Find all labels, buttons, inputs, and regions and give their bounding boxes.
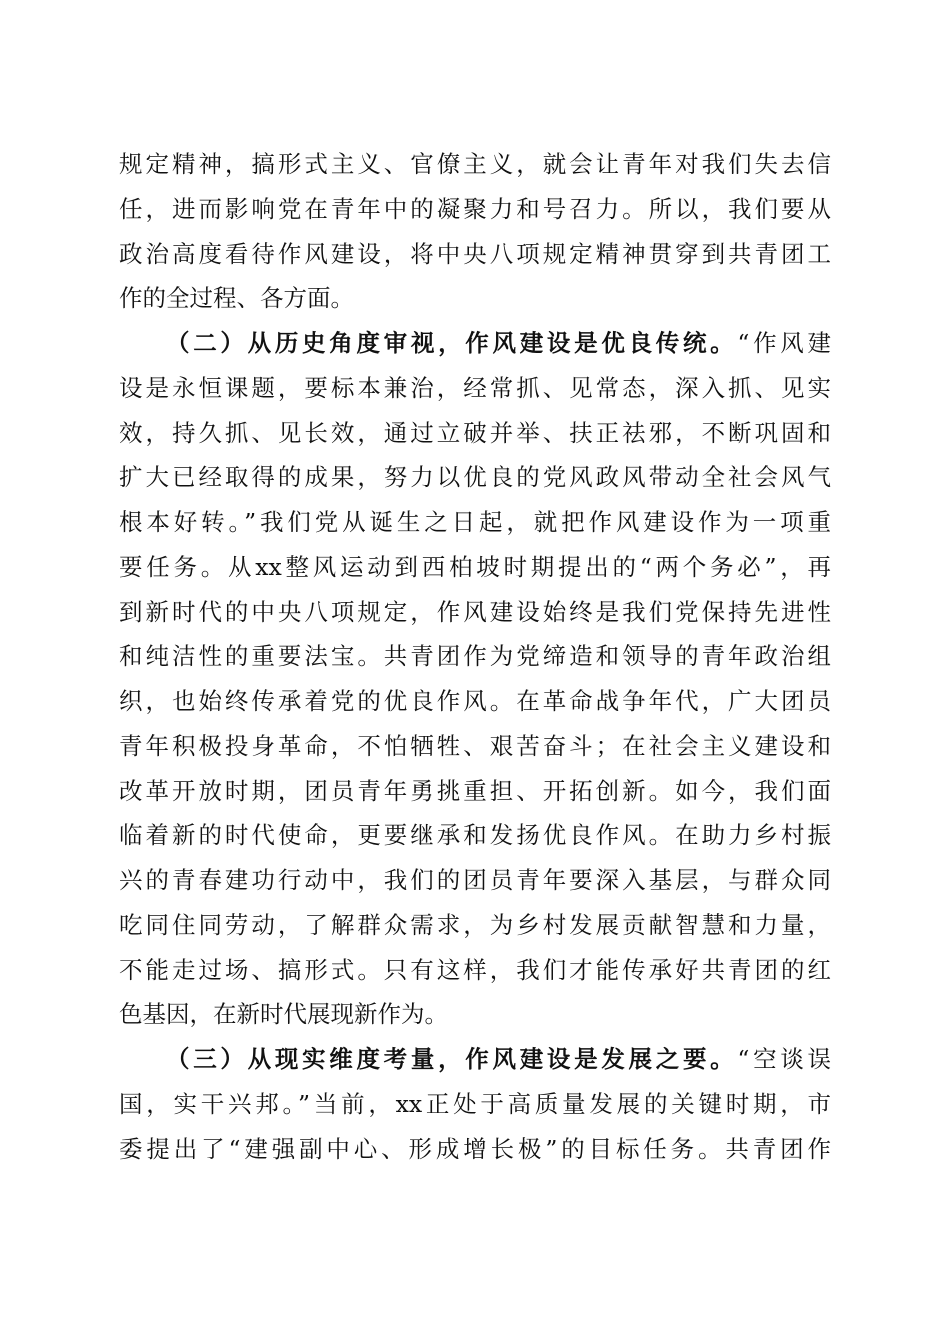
section-heading-3: （三）从现实维度考量，作风建设是发展之要。	[166, 1045, 738, 1073]
line-text: 临着新的时代使命，更要继承和发扬优良作风。在助力乡村振	[119, 821, 831, 850]
text-line	[119, 1127, 831, 1172]
line-text: 要任务。从xx整风运动到西柏坡时期提出的“两个务必”，再	[119, 552, 831, 581]
text-line	[119, 992, 831, 1037]
line-text: 设是永恒课题，要标本兼治，经常抓、见常态，深入抓、见实	[119, 373, 831, 402]
line-text: 到新时代的中央八项规定，作风建设始终是我们党保持先进性	[119, 597, 831, 626]
line-text: 吃同住同劳动，了解群众需求，为乡村发展贡献智慧和力量，	[119, 910, 831, 939]
text-line	[119, 590, 831, 635]
line-text: 和纯洁性的重要法宝。共青团作为党缔造和领导的青年政治组	[119, 642, 831, 671]
line-text: 根本好转。”我们党从诞生之日起，就把作风建设作为一项重	[119, 508, 831, 536]
section-heading-line	[119, 321, 831, 366]
text-line	[119, 232, 831, 277]
text-line	[119, 142, 831, 187]
line-text: 改革开放时期，团员青年勇挑重担、开拓创新。如今，我们面	[119, 776, 831, 805]
line-text: 任，进而影响党在青年中的凝聚力和号召力。所以，我们要从	[119, 194, 831, 223]
line-text: 作的全过程、各方面。	[119, 284, 354, 313]
text-line	[119, 455, 831, 500]
line-text: “空谈误	[737, 1045, 832, 1073]
line-text: “作风建	[737, 329, 832, 357]
text-line	[119, 903, 831, 948]
text-line	[119, 679, 831, 724]
line-text: 不能走过场、搞形式。只有这样，我们才能传承好共青团的红	[119, 955, 831, 984]
text-line	[119, 500, 831, 545]
text-line	[119, 634, 831, 679]
section-heading-line	[119, 1037, 831, 1082]
text-line	[119, 948, 831, 993]
line-text: 扩大已经取得的成果，努力以优良的党风政风带动全社会风气	[119, 463, 831, 492]
line-text: 政治高度看待作风建设，将中央八项规定精神贯穿到共青团工	[119, 239, 831, 268]
line-text: 织，也始终传承着党的优良作风。在革命战争年代，广大团员	[119, 687, 831, 715]
line-text: 色基因，在新时代展现新作为。	[119, 1000, 448, 1029]
line-text: 效，持久抓、见长效，通过立破并举、扶正祛邪，不断巩固和	[119, 418, 831, 447]
text-line	[119, 366, 831, 411]
text-line	[119, 769, 831, 814]
text-line	[119, 813, 831, 858]
document-body	[119, 142, 831, 1171]
line-text: 兴的青春建功行动中，我们的团员青年要深入基层，与群众同	[119, 866, 831, 894]
line-text: 规定精神，搞形式主义、官僚主义，就会让青年对我们失去信	[119, 150, 831, 178]
section-heading-2: （二）从历史角度审视，作风建设是优良传统。	[166, 329, 738, 357]
line-text: 国，实干兴邦。”当前，xx正处于高质量发展的关键时期，市	[119, 1089, 831, 1118]
text-line	[119, 545, 831, 590]
text-line	[119, 858, 831, 903]
text-line	[119, 187, 831, 232]
text-line	[119, 724, 831, 769]
line-text: 委提出了“建强副中心、形成增长极”的目标任务。共青团作	[119, 1134, 831, 1163]
text-line	[119, 276, 831, 321]
text-line	[119, 1082, 831, 1127]
text-line	[119, 411, 831, 456]
line-text: 青年积极投身革命，不怕牺牲、艰苦奋斗；在社会主义建设和	[119, 731, 831, 760]
